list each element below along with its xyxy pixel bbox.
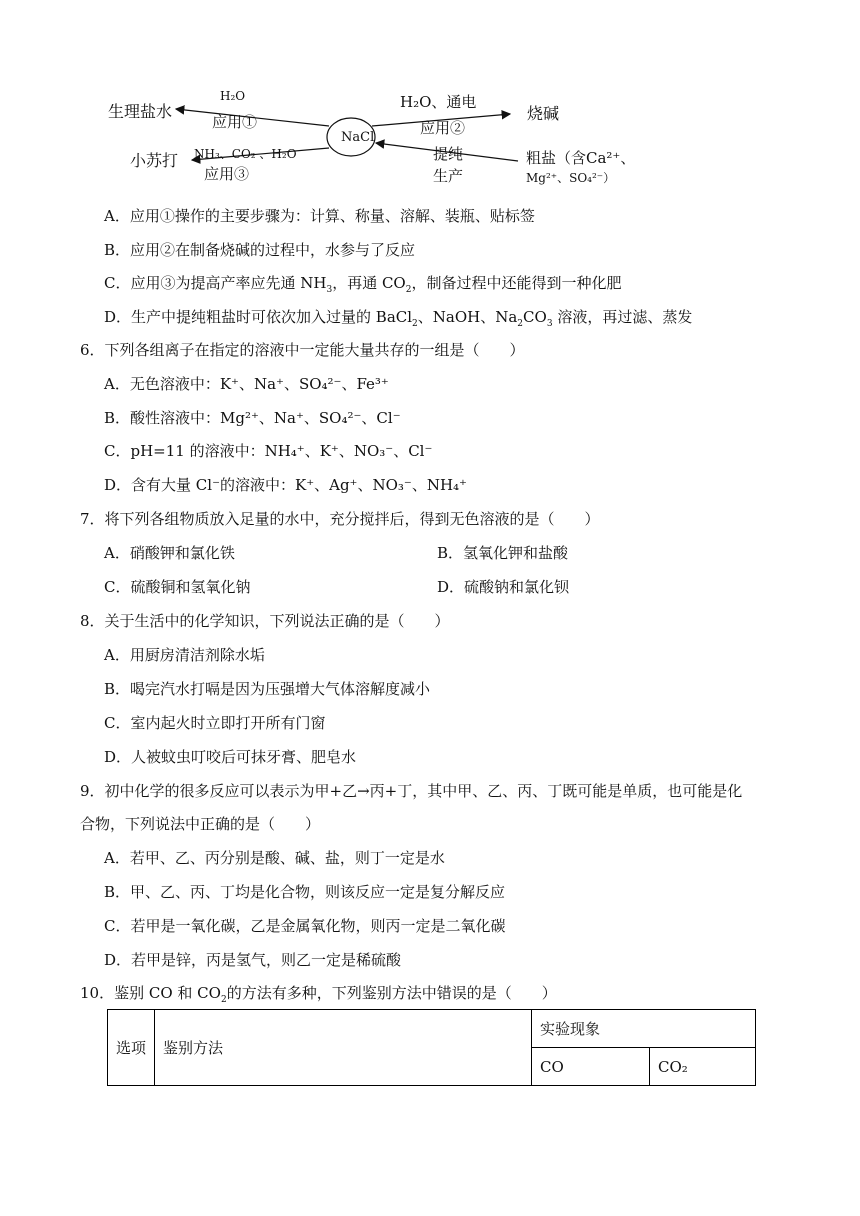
crude-salt-line-2: Mg²⁺、SO₄²⁻） [526, 171, 616, 185]
table-header-option: 选项 [108, 1010, 155, 1086]
q7-option-c: C．硫酸铜和氢氧化钠 [104, 578, 251, 596]
q9-option-d: D．若甲是锌，丙是氢气，则乙一定是稀硫酸 [104, 951, 402, 969]
q7-stem: 7．将下列各组物质放入足量的水中，充分搅拌后，得到无色溶液的是（ ） [80, 510, 600, 528]
q9-stem-line-1: 9．初中化学的很多反应可以表示为甲+乙→丙+丁，其中甲、乙、丙、丁既可能是单质，也可能是化 [80, 782, 743, 800]
q9-option-b: B．甲、乙、丙、丁均是化合物，则该反应一定是复分解反应 [104, 883, 506, 901]
reagent-nh3-co2-h2o: NH₃、CO₂ 、H₂O [194, 147, 297, 161]
q9-stem-line-2: 合物，下列说法中正确的是（ ） [80, 815, 321, 833]
purify-label: 提纯 [433, 145, 464, 163]
q8-option-a: A．用厨房清洁剂除水垢 [104, 646, 265, 664]
q5-option-a: A．应用①操作的主要步骤为：计算、称量、溶解、装瓶、贴标签 [104, 207, 535, 225]
q6-option-b: B．酸性溶液中：Mg²⁺、Na⁺、SO₄²⁻、Cl⁻ [104, 409, 401, 427]
q5-option-c: C．应用③为提高产率应先通 $NH_3$，再通 $CO_2$，制备过程中还能得到一种化肥 [104, 274, 622, 295]
q8-option-d: D．人被蚊虫叮咬后可抹牙膏、肥皂水 [104, 748, 357, 766]
application-1-label: 应用① [212, 113, 258, 131]
q6-option-c: C．pH=11 的溶液中：NH₄⁺、K⁺、NO₃⁻、Cl⁻ [104, 442, 433, 460]
q7-option-b: B．氢氧化钾和盐酸 [437, 544, 569, 562]
q10-table [107, 1009, 756, 1086]
crude-salt-line-1: 粗盐（含Ca²⁺、 [526, 149, 636, 167]
table-header-method: 鉴别方法 [155, 1010, 532, 1086]
q6-option-a: A．无色溶液中：K⁺、Na⁺、SO₄²⁻、Fe³⁺ [104, 375, 389, 393]
q9-option-a: A．若甲、乙、丙分别是酸、碱、盐，则丁一定是水 [104, 849, 445, 867]
nacl-application-diagram [100, 82, 660, 192]
q5-option-b: B．应用②在制备烧碱的过程中，水参与了反应 [104, 241, 416, 259]
q8-option-c: C．室内起火时立即打开所有门窗 [104, 714, 326, 732]
q8-stem: 8．关于生活中的化学知识，下列说法正确的是（ ） [80, 612, 450, 630]
reagent-water-electric: H₂O、通电 [400, 93, 477, 111]
nacl-label: NaCl [341, 130, 375, 145]
production-label: 生产 [433, 167, 464, 185]
application-2-label: 应用② [420, 119, 466, 137]
q9-option-c: C．若甲是一氧化碳，乙是金属氧化物，则丙一定是二氧化碳 [104, 917, 506, 935]
q7-option-d: D．硫酸钠和氯化钡 [437, 578, 570, 596]
application-3-label: 应用③ [204, 165, 250, 183]
reagent-water-1: H₂O [220, 89, 246, 103]
saline-label: 生理盐水 [108, 102, 173, 121]
table-header-co: CO [532, 1048, 650, 1086]
q5-option-d: D．生产中提纯粗盐时可依次加入过量的 BaCl$_2$、NaOH、$Na_2CO_3$ 溶液，再过滤、蒸发 [104, 308, 693, 329]
table-header-co2: CO₂ [650, 1048, 756, 1086]
q6-option-d: D．含有大量 Cl⁻的溶液中：K⁺、Ag⁺、NO₃⁻、NH₄⁺ [104, 476, 467, 494]
q7-option-a: A．硝酸钾和氯化铁 [104, 544, 235, 562]
caustic-soda-label: 烧碱 [527, 104, 560, 123]
q8-option-b: B．喝完汽水打嗝是因为压强增大气体溶解度减小 [104, 680, 431, 698]
q10-stem: 10．鉴别 CO 和 $CO_2$的方法有多种，下列鉴别方法中错误的是（ ） [80, 984, 557, 1005]
table-header-phenomenon: 实验现象 [532, 1010, 756, 1048]
q6-stem: 6．下列各组离子在指定的溶液中一定能大量共存的一组是（ ） [80, 341, 525, 359]
baking-soda-label: 小苏打 [130, 151, 179, 170]
